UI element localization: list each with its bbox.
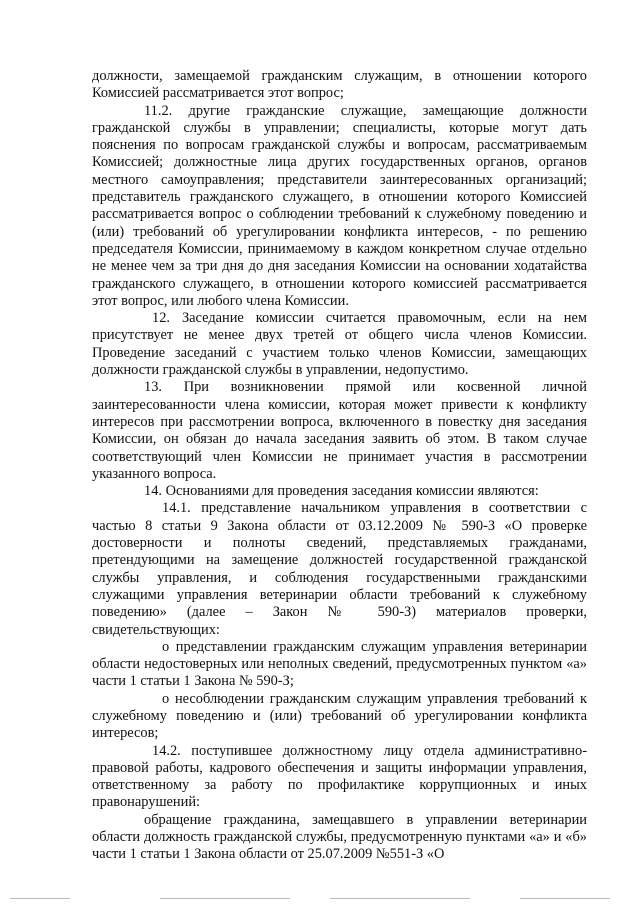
paragraph-12: 12. Заседание комиссии считается правомочным, если на нем присутствует не менее двух третей от общего числа членов Комиссии. Проведение заседаний с участием только членов Комиссии, замещающих должности гражданской службы в управлении, недопустимо. bbox=[92, 310, 587, 379]
paragraph-14-1: 14.1. представление начальником управления в соответствии с частью 8 статьи 9 Закона области от 03.12.2009 № 590-З «О проверке достоверности и полноты сведений, представляемых гражданами, претендующими на замещение должностей государственной гражданской службы управления, и соблюдения государственными гражданскими служащими управления ветеринарии области требований к служебному поведению» (далее – Закон № 590-З) материалов проверки, свидетельствующих: bbox=[92, 500, 587, 638]
scan-mark bbox=[330, 898, 470, 899]
list-item-non-compliance: о несоблюдении гражданским служащим управления требований к служебному поведению и (или) требований об урегулировании конфликта интересов; bbox=[92, 690, 587, 742]
scan-mark bbox=[160, 898, 290, 899]
paragraph-11-2: 11.2. другие гражданские служащие, замещающие должности гражданской службы в управлении; специалисты, которые могут дать пояснения по вопросам гражданской службы и вопросам, рассматриваемым Комиссией; должностные лица других государственных органов, органов местного самоуправления; представители заинтересованных организаций; представитель гражданского служащего, в отношении которого Комиссией рассматривается вопрос о соблюдении требований к служебному поведению и (или) требований об урегулировании конфликта интересов, - по решению председателя Комиссии, принимаемому в каждом конкретном случае отдельно не менее чем за три дня до дня заседания Комиссии на основании ходатайства гражданского служащего, в отношении которого комиссией рассматривается этот вопрос, или любого члена Комиссии. bbox=[92, 102, 587, 309]
scan-edge-marks bbox=[0, 898, 640, 902]
paragraph-citizen-appeal: обращение гражданина, замещавшего в управлении ветеринарии области должность гражданской службы, предусмотренную пунктами «а» и «б» части 1 статьи 1 Закона области от 25.07.2009 №551-З «О bbox=[92, 811, 587, 863]
scan-mark bbox=[10, 898, 70, 899]
paragraph-13: 13. При возникновении прямой или косвенной личной заинтересованности члена комиссии, которая может привести к конфликту интересов при рассмотрении вопроса, включенного в повестку дня заседания Комиссии, он обязан до начала заседания заявить об этом. В таком случае соответствующий член Комиссии не принимает участия в рассмотрении указанного вопроса. bbox=[92, 379, 587, 482]
paragraph-14: 14. Основаниями для проведения заседания комиссии являются: bbox=[144, 483, 539, 500]
paragraph-continuation: должности, замещаемой гражданским служащим, в отношении которого Комиссией рассматривается этот вопрос; bbox=[92, 68, 587, 102]
list-item-unreliable-info: о представлении гражданским служащим управления ветеринарии области недостоверных или неполных сведений, предусмотренных пунктом «а» части 1 статьи 1 Закона № 590-З; bbox=[92, 638, 587, 690]
paragraph-14-2: 14.2. поступившее должностному лицу отдела административно-правовой работы, кадрового обеспечения и защиты информации управления, ответственному за работу по профилактике коррупционных и иных правонарушений: bbox=[92, 742, 587, 811]
document-page bbox=[92, 68, 587, 864]
scan-mark bbox=[520, 898, 610, 899]
